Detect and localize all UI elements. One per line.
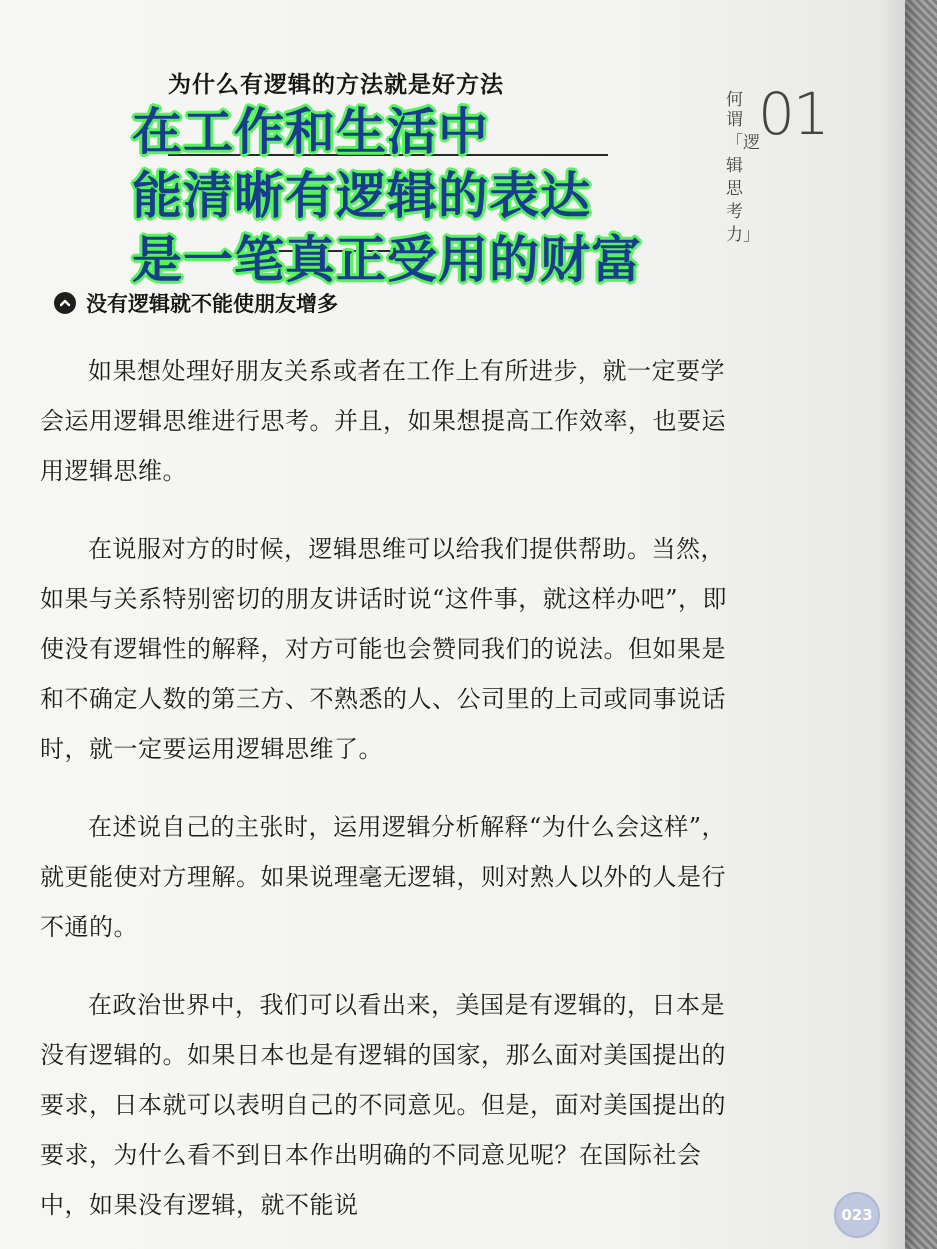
subheading <box>54 288 338 318</box>
subheading-text: 没有逻辑就不能使朋友增多 <box>86 291 338 316</box>
page-number-badge: 023 <box>834 1192 880 1238</box>
body-text <box>40 346 740 1249</box>
paragraph: 在述说自己的主张时，运用逻辑分析解释“为什么会这样”，就更能使对方理解。如果说理毫无逻辑，则对熟人以外的人是行不通的。 <box>40 813 727 941</box>
chevron-up-icon <box>58 296 72 310</box>
chapter-label: 何谓 <box>726 90 743 130</box>
chevron-circle-icon <box>54 292 76 314</box>
paragraph: 在说服对方的时候，逻辑思维可以给我们提供帮助。当然，如果与关系特别密切的朋友讲话时说“这件事，就这样办吧”，即使没有逻辑性的解释，对方可能也会赞同我们的说法。但如果是和不确定人数的第三方、不熟悉的人、公司里的上司或同事说话时，就一定要运用逻辑思维了。 <box>40 535 728 763</box>
chapter-number: 01 <box>758 80 828 148</box>
section-title: 为什么有逻辑的方法就是好方法 <box>168 71 504 98</box>
chapter-subtitle: 「逻辑思考力」 <box>726 133 760 245</box>
overlay-caption <box>132 100 692 292</box>
paragraph: 如果想处理好朋友关系或者在工作上有所进步，就一定要学会运用逻辑思维进行思考。并且，如果想提高工作效率，也要运用逻辑思维。 <box>40 357 726 485</box>
overlay-caption-line: 在工作和生活中 <box>132 103 489 161</box>
page-edge-shadow <box>880 0 905 1249</box>
paragraph: 在政治世界中，我们可以看出来，美国是有逻辑的，日本是没有逻辑的。如果日本也是有逻辑的国家，那么面对美国提出的要求，日本就可以表明自己的不同意见。但是，面对美国提出的要求，为什么看不到日本作出明确的不同意见呢？在国际社会中，如果没有逻辑，就不能说 <box>40 991 726 1219</box>
chapter-marker <box>716 80 828 274</box>
overlay-caption-line: 能清晰有逻辑的表达 <box>132 167 591 225</box>
overlay-caption-line: 是一笔真正受用的财富 <box>132 231 642 289</box>
